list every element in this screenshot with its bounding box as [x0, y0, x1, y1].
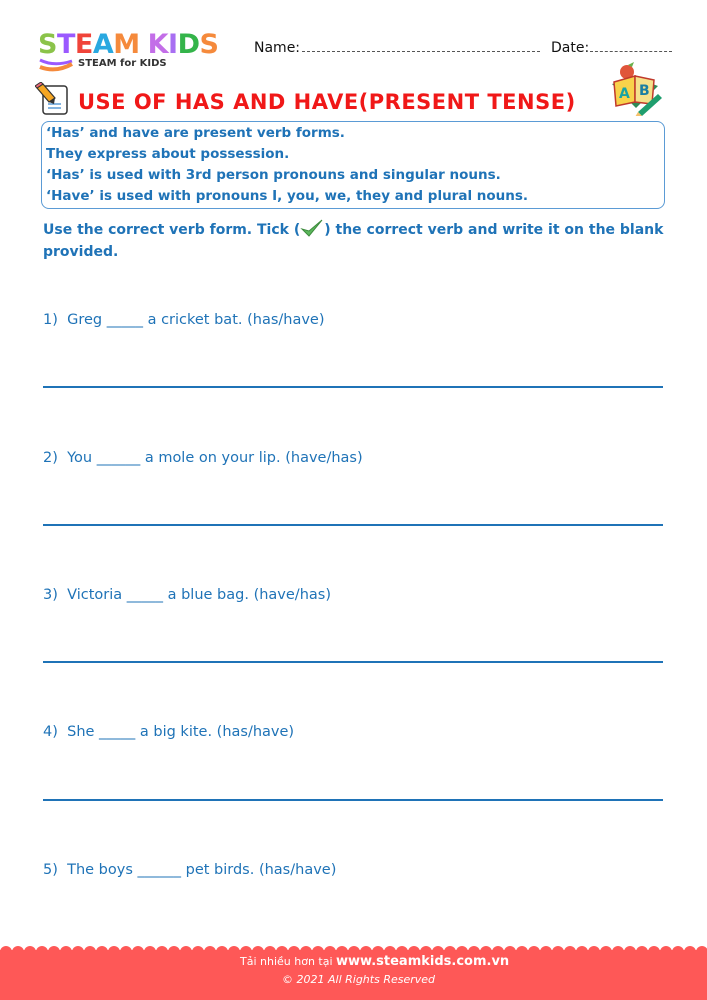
- rule-line: They express about possession.: [46, 146, 290, 162]
- grammar-rules-box: [41, 121, 665, 209]
- abc-book-icon: [608, 62, 664, 116]
- answer-line-3[interactable]: [43, 661, 663, 663]
- svg-text:A: A: [619, 86, 630, 102]
- answer-line-4[interactable]: [43, 799, 663, 801]
- instructions: Use the correct verb form. Tick ( ) the correct verb and write it on the blank provided.: [43, 218, 673, 263]
- rule-line: ‘Have’ is used with pronouns I, you, we, they and plural nouns.: [46, 188, 529, 204]
- svg-text:B: B: [639, 83, 650, 99]
- footer-site-link[interactable]: www.steamkids.com.vn: [336, 954, 510, 969]
- worksheet-title: USE OF HAS AND HAVE(PRESENT TENSE): [78, 90, 576, 114]
- logo-wordmark: STEAM KIDS: [38, 29, 219, 60]
- rule-line: ‘Has’ and have are present verb forms.: [46, 125, 345, 141]
- name-field[interactable]: [302, 51, 540, 52]
- question-1: 1) Greg _____ a cricket bat. (has/have): [43, 312, 325, 328]
- answer-line-1[interactable]: [43, 386, 663, 388]
- pencil-paper-icon: [35, 82, 73, 116]
- question-2: 2) You ______ a mole on your lip. (have/has): [43, 450, 363, 466]
- footer-copyright: © 2021 All Rights Reserved: [282, 973, 436, 986]
- answer-line-2[interactable]: [43, 524, 663, 526]
- date-field[interactable]: [590, 51, 672, 52]
- question-3: 3) Victoria _____ a blue bag. (have/has): [43, 587, 331, 603]
- question-5: 5) The boys ______ pet birds. (has/have): [43, 862, 337, 878]
- rule-line: ‘Has’ is used with 3rd person pronouns and singular nouns.: [46, 167, 501, 183]
- steam-kids-logo: [38, 31, 238, 75]
- question-4: 4) She _____ a big kite. (has/have): [43, 724, 295, 740]
- logo-swoosh-icon: [38, 57, 74, 73]
- name-label: Name:: [254, 40, 301, 56]
- date-label: Date:: [551, 40, 590, 56]
- checkmark-icon: [300, 218, 324, 238]
- footer-download-text: Tải nhiều hơn tại www.steamkids.com.vn: [240, 954, 510, 969]
- logo-tagline: STEAM for KIDS: [78, 58, 167, 69]
